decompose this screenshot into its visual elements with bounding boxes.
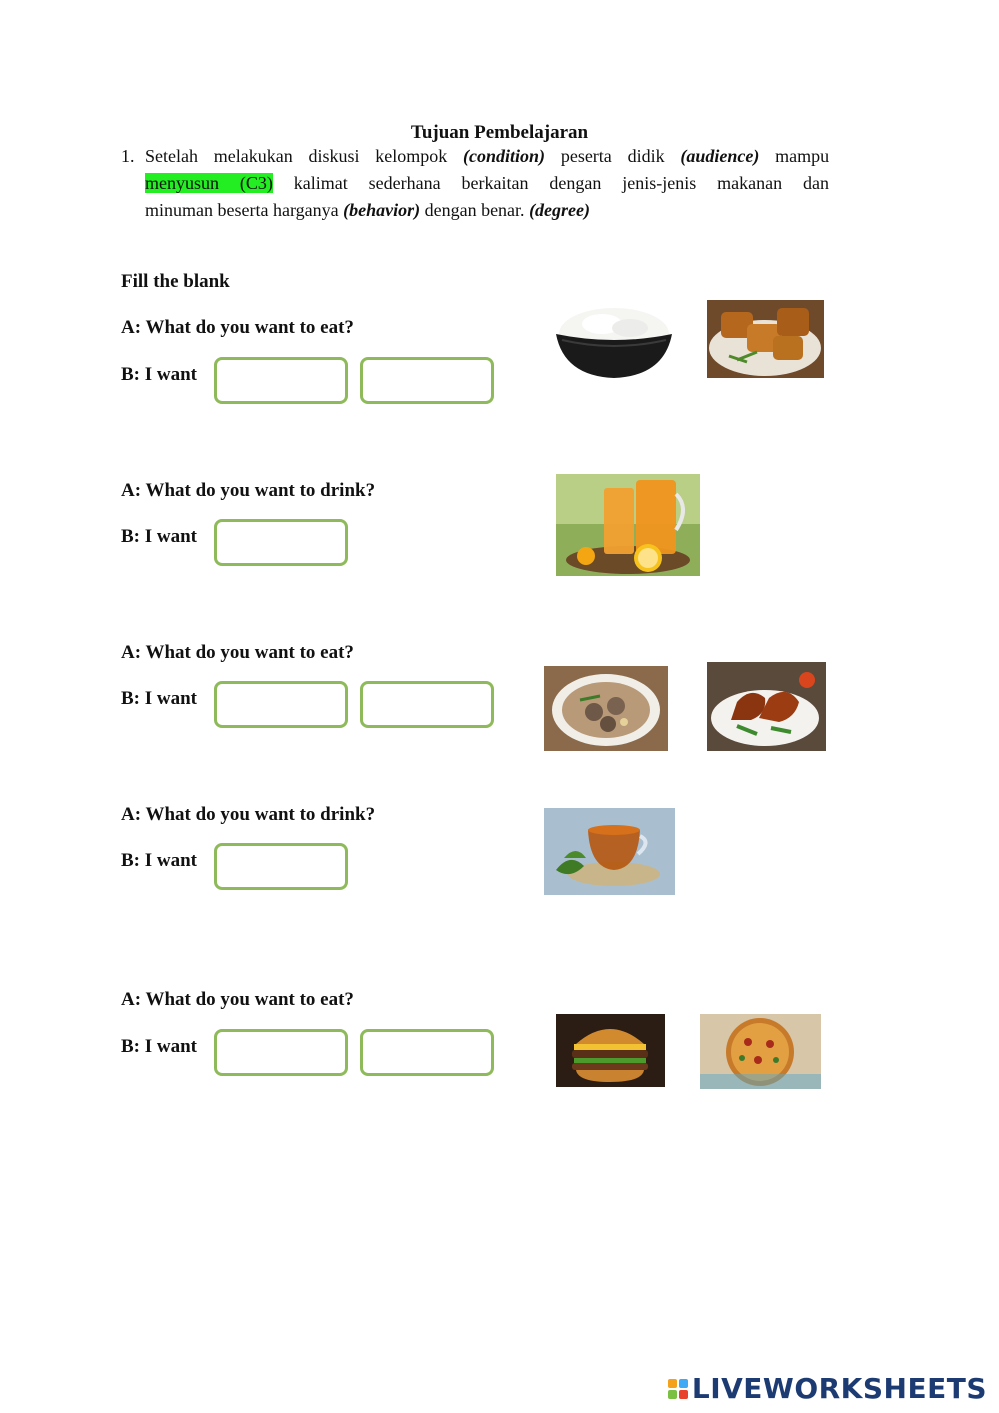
highlight-menyusun: menyusun (C3): [145, 173, 273, 193]
objective-line-1: Setelah melakukan diskusi kelompok (condition) peserta didik (audience) mampu: [145, 146, 830, 166]
answer-label-5: B: I want: [121, 1036, 198, 1057]
question-4: A: What do you want to drink?: [121, 804, 376, 825]
liveworksheets-logo: [668, 1372, 987, 1405]
question-2: A: What do you want to drink?: [121, 480, 376, 501]
logo-mark-icon: [668, 1379, 688, 1399]
objective-line-3: minuman beserta harganya (behavior) dengan benar. (degree): [145, 200, 591, 220]
pizza-image: [700, 1014, 821, 1089]
logo-text: LIVEWORKSHEETS: [691, 1372, 987, 1405]
question-5: A: What do you want to eat?: [121, 989, 354, 1010]
question-1: A: What do you want to eat?: [121, 317, 354, 338]
fried-tofu-image: [707, 300, 824, 378]
tea-cup-image: [544, 808, 675, 895]
objective-line-2: menyusun (C3) kalimat sederhana berkaitan dengan jenis-jenis makanan dan: [145, 173, 829, 193]
answer-label-4: B: I want: [121, 850, 198, 871]
answer-label-1: B: I want: [121, 364, 198, 385]
page-title: Tujuan Pembelajaran: [410, 122, 589, 143]
question-3: A: What do you want to eat?: [121, 642, 354, 663]
answer-input-1b[interactable]: [360, 357, 494, 404]
answer-input-5a[interactable]: [214, 1029, 348, 1076]
answer-input-4a[interactable]: [214, 843, 348, 890]
rice-bowl-image: [552, 294, 676, 380]
instruction-heading: Fill the blank: [121, 271, 230, 292]
answer-input-3a[interactable]: [214, 681, 348, 728]
answer-input-1a[interactable]: [214, 357, 348, 404]
answer-label-2: B: I want: [121, 526, 198, 547]
answer-input-5b[interactable]: [360, 1029, 494, 1076]
orange-juice-image: [556, 474, 700, 576]
answer-input-3b[interactable]: [360, 681, 494, 728]
answer-label-3: B: I want: [121, 688, 198, 709]
objective-number: 1.: [121, 146, 135, 166]
answer-input-2a[interactable]: [214, 519, 348, 566]
burger-image: [556, 1014, 665, 1087]
meatball-soup-image: [544, 666, 668, 751]
grilled-chicken-image: [707, 662, 826, 751]
